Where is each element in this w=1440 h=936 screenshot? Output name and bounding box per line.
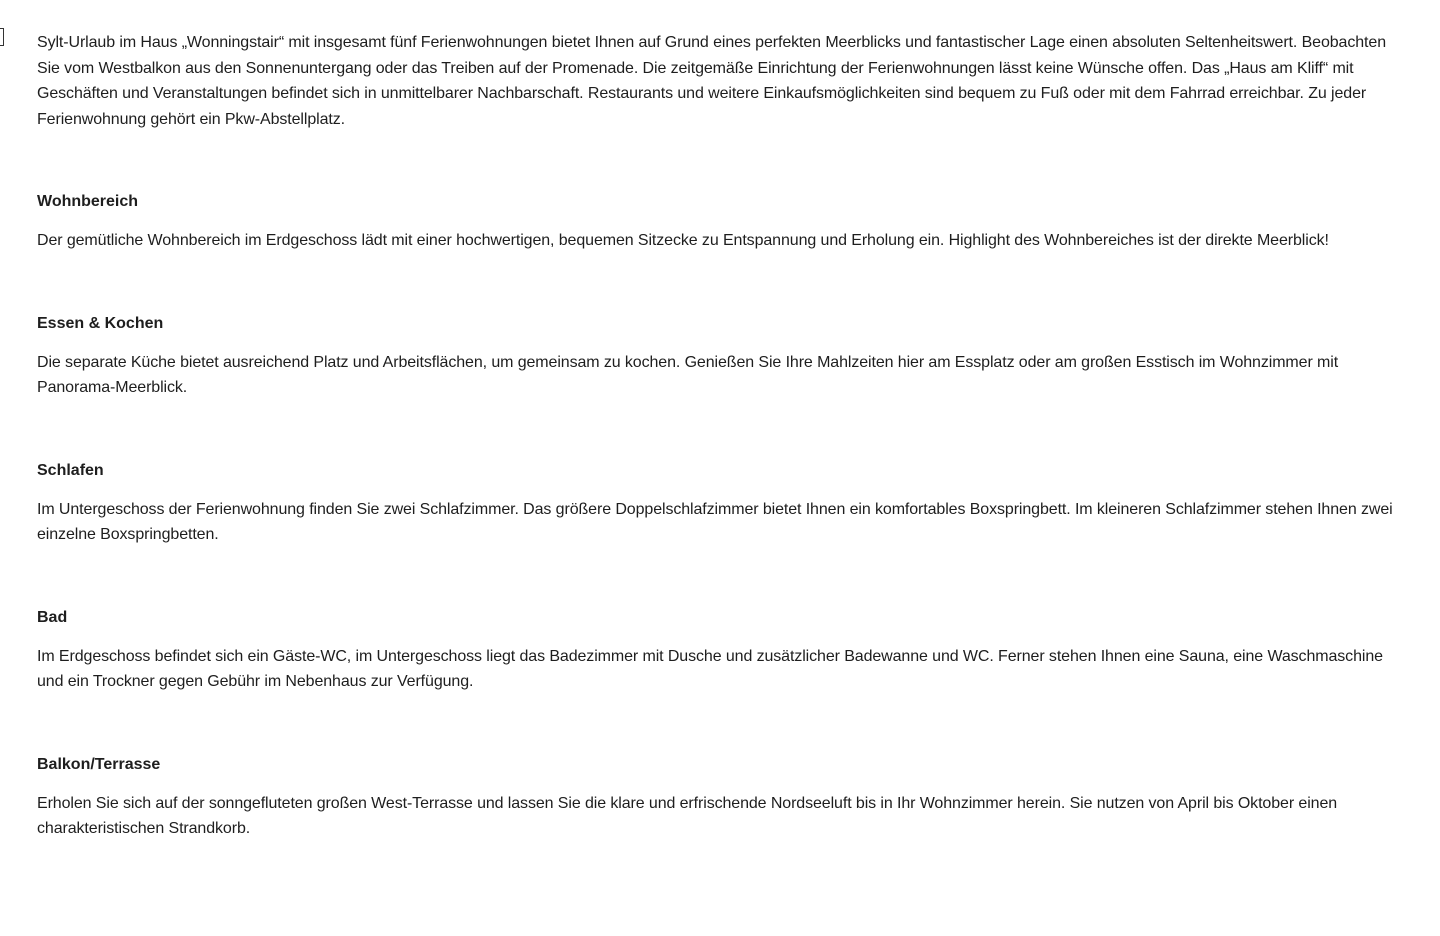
- section-heading: Bad: [37, 608, 68, 626]
- section-text: Im Untergeschoss der Ferienwohnung finden Sie zwei Schlafzimmer. Das größere Doppelschlafzimmer bietet Ihnen ein komfortables Boxspringbett. Im kleineren Schlafzimmer stehen Ihnen zwei einzelne Boxspringbetten.: [37, 500, 1393, 543]
- section-heading: Schlafen: [37, 461, 104, 479]
- section-text: Im Erdgeschoss befindet sich ein Gäste-WC, im Untergeschoss liegt das Badezimmer mit Dusche und zusätzlicher Badewanne und WC. Ferner stehen Ihnen eine Sauna, eine Waschmaschine und ein Trockner gegen Gebühr im Nebenhaus zur Verfügung.: [37, 647, 1383, 690]
- section-heading: Balkon/Terrasse: [37, 755, 161, 773]
- section-bad: [37, 605, 1407, 695]
- intro-paragraph: Sylt-Urlaub im Haus „Wonningstair“ mit insgesamt fünf Ferienwohnungen bietet Ihnen auf Grund eines perfekten Meerblicks und fantastischer Lage einen absoluten Seltenheitswert. Beobachten Sie vom Westbalkon aus den Sonnenuntergang oder das Treiben auf der Promenade. Die zeitgemäße Einrichtung der Ferienwohnungen lässt keine Wünsche offen. Das „Haus am Kliff“ mit Geschäften und Veranstaltungen befindet sich in unmittelbarer Nachbarschaft. Restaurants und weitere Einkaufsmöglichkeiten sind bequem zu Fuß oder mit dem Fahrrad erreichbar. Zu jeder Ferienwohnung gehört ein Pkw-Abstellplatz.: [37, 34, 1386, 128]
- section-text: Die separate Küche bietet ausreichend Platz und Arbeitsflächen, um gemeinsam zu kochen. Genießen Sie Ihre Mahlzeiten hier am Essplatz oder am großen Esstisch im Wohnzimmer mit Panorama-Meerblick.: [37, 353, 1339, 396]
- section-text: Der gemütliche Wohnbereich im Erdgeschoss lädt mit einer hochwertigen, bequemen Sitzecke zu Entspannung und Erholung ein. Highlight des Wohnbereiches ist der direkte Meerblick!: [37, 232, 1329, 249]
- section-wohnbereich: [37, 189, 1407, 254]
- section-heading: Essen & Kochen: [37, 314, 164, 332]
- section-heading: Wohnbereich: [37, 193, 139, 210]
- section-balkon-terrasse: [37, 752, 1407, 842]
- section-text: Erholen Sie sich auf der sonngefluteten großen West-Terrasse und lassen Sie die klare und erfrischende Nordseeluft bis in Ihr Wohnzimmer herein. Sie nutzen von April bis Oktober einen charakteristischen Strandkorb.: [37, 794, 1338, 837]
- section-schlafen: [37, 458, 1407, 548]
- text-cursor-marker: [0, 28, 4, 46]
- document-page: [37, 30, 1407, 842]
- section-essen-kochen: [37, 311, 1407, 401]
